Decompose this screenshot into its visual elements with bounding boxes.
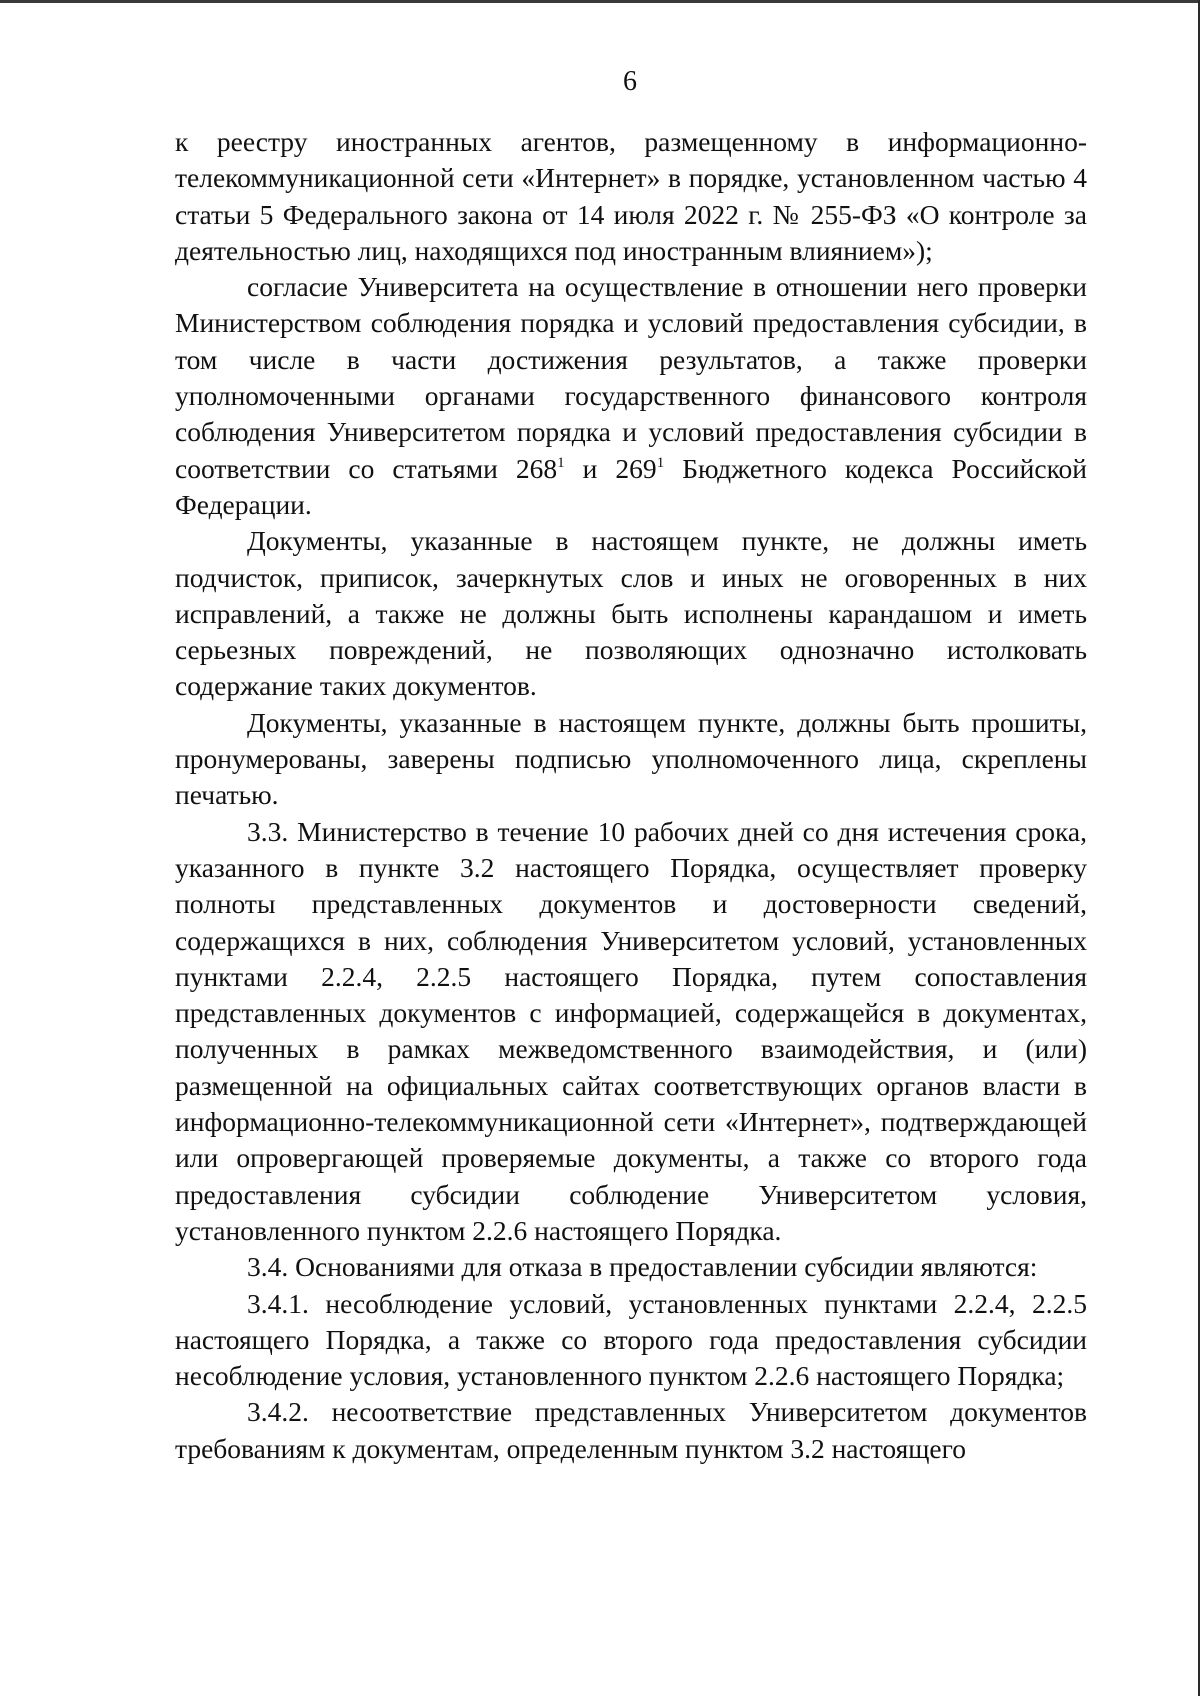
- document-body: [175, 124, 1087, 1467]
- paragraph-section-3-4-2: 3.4.2. несоответствие представленных Университетом документов требованиям к документам, определенным пунктом 3.2 настоящего: [175, 1396, 1087, 1464]
- article-268-superscript: 1: [557, 454, 565, 471]
- paragraph-document-corrections: Документы, указанные в настоящем пункте, не должны иметь подчисток, приписок, зачеркнутых слов и иных не оговоренных в них исправлений, а также не должны быть исполнены карандашом и иметь серьезных повреждений, не позволяющих однозначно истолковать содержание таких документов.: [175, 525, 1087, 702]
- article-269-superscript: 1: [656, 454, 665, 471]
- scan-edge-top: [0, 0, 1200, 3]
- paragraph-section-3-3: 3.3. Министерство в течение 10 рабочих дней со дня истечения срока, указанного в пункте 3.2 настоящего Порядка, осуществляет проверку полноты представленных документов и достоверности сведений, содержащихся в них, соблюдения Университетом условий, установленных пунктами 2.2.4, 2.2.5 настоящего Порядка, путем сопоставления представленных документов с информацией, содержащейся в документах, полученных в рамках межведомственного взаимодействия, и (или) размещенной на официальных сайтах соответствующих органов власти в информационно-телекоммуникационной сети «Интернет», подтверждающей или опровергающей проверяемые документы, а также со второго года предоставления субсидии соблюдение Университетом условия, установленного пунктом 2.2.6 настоящего Порядка.: [175, 815, 1087, 1246]
- page-number: 6: [623, 66, 637, 97]
- paragraph-section-3-4: 3.4. Основаниями для отказа в предоставлении субсидии являются:: [247, 1251, 1038, 1283]
- consent-text-middle: и 269: [564, 452, 657, 484]
- paragraph-consent-to-inspection: [175, 269, 1087, 523]
- paragraph-section-3-4-1: 3.4.1. несоблюдение условий, установленных пунктами 2.2.4, 2.2.5 настоящего Порядка, а также со второго года предоставления субсидии несоблюдение условия, установленного пунктом 2.2.6 настоящего Порядка;: [175, 1287, 1087, 1392]
- consent-text-start: согласие Университета на осуществление в отношении него проверки Министерством соблюдения порядка и условий предоставления субсидии, в том числе в части достижения результатов, а также проверки уполномоченными органами государственного финансового контроля соблюдения Университетом порядка и условий предоставления субсидии в соответствии со статьями 268: [175, 271, 1087, 484]
- consent-text-end: Бюджетного кодекса Российской Федерации.: [175, 452, 1087, 520]
- paragraph-registry-continuation: к реестру иностранных агентов, размещенному в информационно-телекоммуникационной сети «Интернет» в порядке, установленном частью 4 статьи 5 Федерального закона от 14 июля 2022 г. № 255-ФЗ «О контроле за деятельностью лиц, находящихся под иностранным влиянием»);: [175, 126, 1087, 266]
- paragraph-document-binding: Документы, указанные в настоящем пункте, должны быть прошиты, пронумерованы, заверены подписью уполномоченного лица, скреплены печатью.: [175, 706, 1087, 811]
